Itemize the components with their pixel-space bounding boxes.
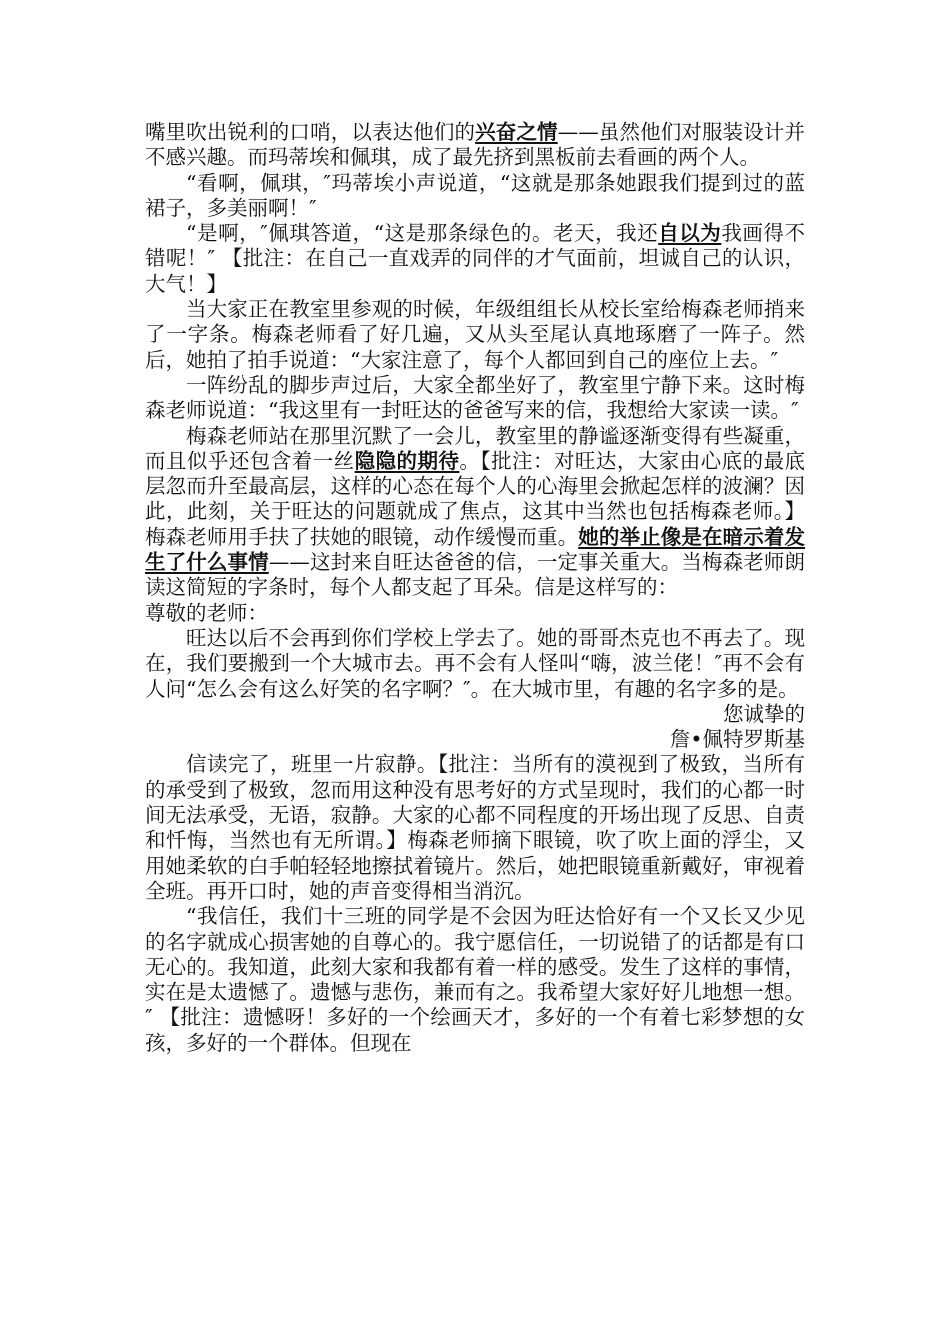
text-run: 旺达以后不会再到你们学校上学去了。她的哥哥杰克也不再去了。现在，我们要搬到一个大城市去。再不会有人怪叫“嗨，波兰佬！″再不会有人问“怎么会有这么好笑的名字啊？″。在大城市里，有趣的名字多的是。	[145, 625, 805, 701]
paragraph	[145, 904, 805, 1056]
letter-closing: 您诚挚的	[723, 701, 805, 726]
emphasized-phrase: 自以为	[658, 221, 722, 246]
paragraph	[145, 171, 805, 222]
text-run: “我信任，我们十三班的同学是不会因为旺达恰好有一个又长又少见的名字就成心损害她的自尊心的。我宁愿信任，一切说错了的话都是有口无心的。我知道，此刻大家和我都有着一样的感受。发生了这样的事情，实在是太遗憾了。遗憾与悲伤，兼而有之。我希望大家好好儿地想一想。″ 【批注：遗憾呀！多好的一个绘画天才，多好的一个有着七彩梦想的女孩，多好的一个群体。但现在	[145, 904, 805, 1055]
text-run: 我画得不错呢！″ 【批注：在自己一直戏弄的同伴的才气面前，坦诚自己的认识，大气！】	[145, 221, 805, 296]
paragraph	[145, 626, 805, 702]
paragraph	[145, 221, 805, 297]
document-page	[145, 120, 805, 1056]
text-run: 。【批注：对旺达，大家由心底的最底层忽而升至最高层，这样的心态在每个人的心海里会掀起怎样的波澜？因此，此刻，关于旺达的问题就成了焦点，这其中当然也包括梅森老师。】梅森老师用手扶了扶她的眼镜，动作缓慢而重。	[145, 448, 806, 549]
emphasized-phrase: 她的举止像是在暗示着发生了什么事情	[145, 524, 806, 575]
text-run: 嘴里吹出锐利的口哨，以表达他们的	[145, 120, 476, 144]
paragraph	[145, 297, 805, 373]
text-run: 尊敬的老师：	[145, 600, 268, 625]
paragraph	[145, 373, 805, 424]
paragraph	[145, 601, 805, 626]
document-body-after	[145, 752, 805, 1056]
text-run: 一阵纷乱的脚步声过后，大家全都坐好了，教室里宁静下来。这时梅森老师说道：“我这里有一封旺达的爸爸写来的信，我想给大家读一读。″	[145, 372, 805, 423]
text-run: 当大家正在教室里参观的时候，年级组组长从校长室给梅森老师捎来了一字条。梅森老师看了好几遍，又从头至尾认真地琢磨了一阵子。然后，她拍了拍手说道：“大家注意了，每个人都回到自己的座位上去。″	[145, 297, 805, 372]
paragraph	[145, 752, 805, 904]
text-run: “看啊，佩琪，″玛蒂埃小声说道，“这就是那条她跟我们提到过的蓝裙子，多美丽啊！″	[145, 170, 805, 220]
emphasized-phrase: 隐隐的期待	[354, 448, 460, 473]
paragraph	[145, 120, 805, 171]
text-run: 梅森老师站在那里沉默了一会儿，教室里的静谧逐渐变得有些凝重，而且似乎还包含着一丝	[145, 423, 805, 473]
emphasized-phrase: 兴奋之情	[475, 120, 558, 144]
letter-signature: 詹•佩特罗斯基	[669, 727, 805, 752]
text-run: ——虽然他们对服装设计并不感兴趣。而玛蒂埃和佩琪，成了最先挤到黑板前去看画的两个人。	[145, 120, 806, 170]
text-run: “是啊，″佩琪答道，“这是那条绿色的。老天，我还	[186, 221, 659, 246]
document-body-before	[145, 120, 805, 702]
text-run: 信读完了，班里一片寂静。【批注：当所有的漠视到了极致，当所有的承受到了极致，忽而用这种没有思考好的方式呈现时，我们的心都一时间无法承受，无语，寂静。大家的心都不同程度的开场出现了反思、自责和忏悔，当然也有无所谓。】梅森老师摘下眼镜，吹了吹上面的浮尘，又用她柔软的白手帕轻轻地擦拭着镜片。然后，她把眼镜重新戴好，审视着全班。再开口时，她的声音变得相当消沉。	[145, 752, 805, 903]
text-run: ——这封来自旺达爸爸的信，一定事关重大。当梅森老师朗读这简短的字条时，每个人都支起了耳朵。信是这样写的：	[145, 550, 806, 600]
paragraph	[145, 424, 805, 601]
